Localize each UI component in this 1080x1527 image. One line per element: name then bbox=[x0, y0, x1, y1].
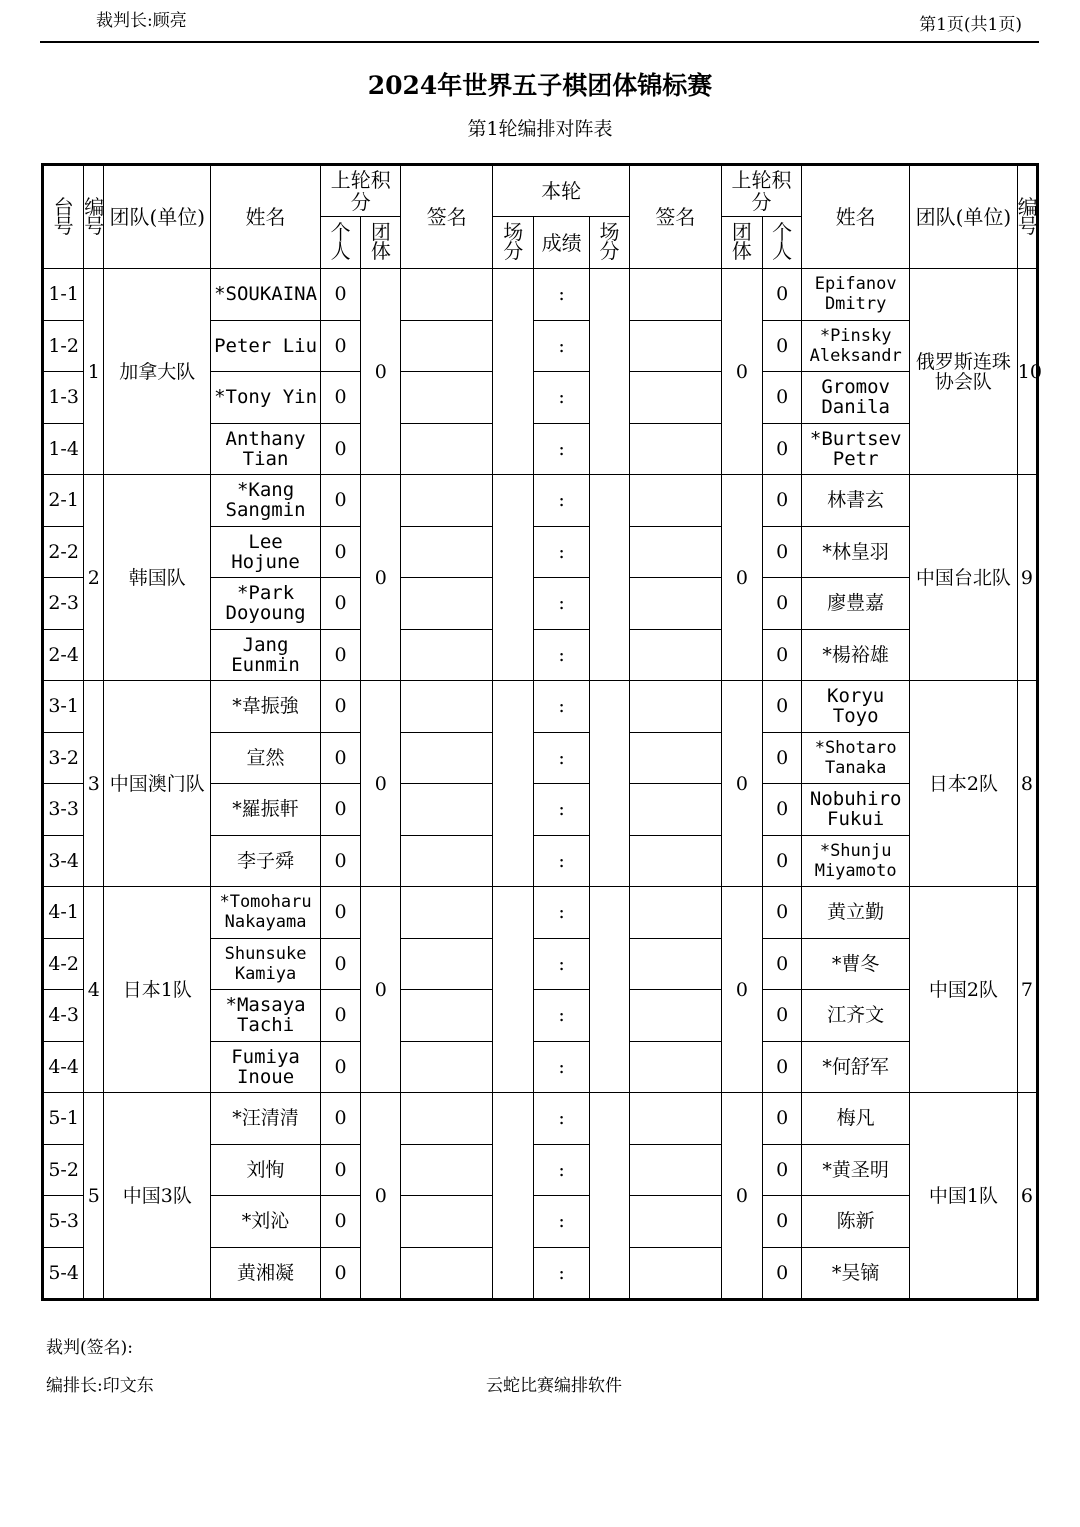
away-signature-field[interactable] bbox=[630, 784, 722, 836]
home-player-name: *韋振強 bbox=[211, 681, 321, 733]
board-number: 5-1 bbox=[43, 1093, 84, 1145]
board-number: 3-1 bbox=[43, 681, 84, 733]
away-match-points[interactable] bbox=[589, 887, 629, 1093]
home-player-name: 宣然 bbox=[211, 732, 321, 784]
home-player-name: Jang Eunmin bbox=[211, 629, 321, 681]
board-number: 3-2 bbox=[43, 732, 84, 784]
home-team-score: 0 bbox=[361, 269, 401, 475]
home-team-name: 韩国队 bbox=[104, 475, 211, 681]
home-individual-score: 0 bbox=[320, 1196, 360, 1248]
result-field[interactable]: : bbox=[534, 990, 589, 1042]
away-individual-score: 0 bbox=[763, 1196, 802, 1248]
board-number: 5-4 bbox=[43, 1247, 84, 1300]
away-signature-field[interactable] bbox=[630, 320, 722, 372]
home-individual-score: 0 bbox=[320, 475, 360, 527]
board-number: 2-4 bbox=[43, 629, 84, 681]
board-number: 4-1 bbox=[43, 887, 84, 939]
chief-referee: 裁判长:顾亮 bbox=[96, 11, 187, 31]
home-signature-field[interactable] bbox=[401, 1041, 493, 1093]
result-field[interactable]: : bbox=[534, 578, 589, 630]
away-player-name: *Shotaro Tanaka bbox=[802, 732, 910, 784]
away-signature-field[interactable] bbox=[630, 475, 722, 527]
col-sign-home: 签名 bbox=[401, 165, 493, 269]
home-signature-field[interactable] bbox=[401, 1144, 493, 1196]
away-signature-field[interactable] bbox=[630, 732, 722, 784]
away-player-name: 陈新 bbox=[802, 1196, 910, 1248]
home-player-name: *汪清清 bbox=[211, 1093, 321, 1145]
away-individual-score: 0 bbox=[763, 320, 802, 372]
referee-signature-label: 裁判(签名): bbox=[46, 1338, 133, 1358]
home-match-points[interactable] bbox=[493, 1093, 534, 1300]
board-number: 3-3 bbox=[43, 784, 84, 836]
away-team-name: 日本2队 bbox=[910, 681, 1018, 887]
table-row bbox=[43, 681, 1038, 733]
result-field[interactable]: : bbox=[534, 475, 589, 527]
home-individual-score: 0 bbox=[320, 1041, 360, 1093]
software-label: 云蛇比赛编排软件 bbox=[486, 1376, 622, 1396]
home-individual-score: 0 bbox=[320, 269, 360, 321]
away-signature-field[interactable] bbox=[630, 269, 722, 321]
col-team-score-away: 团体 bbox=[721, 217, 762, 269]
away-team-id: 8 bbox=[1017, 681, 1037, 887]
result-field[interactable]: : bbox=[534, 784, 589, 836]
home-team-name: 中国澳门队 bbox=[104, 681, 211, 887]
pairing-table bbox=[41, 163, 1042, 1301]
away-player-name: 林書玄 bbox=[802, 475, 910, 527]
home-team-name: 中国3队 bbox=[104, 1093, 211, 1300]
away-player-name: *Burtsev Petr bbox=[802, 423, 910, 475]
home-match-points[interactable] bbox=[493, 887, 534, 1093]
board-number: 2-1 bbox=[43, 475, 84, 527]
away-individual-score: 0 bbox=[763, 372, 802, 424]
board-number: 4-4 bbox=[43, 1041, 84, 1093]
home-match-points[interactable] bbox=[493, 269, 534, 475]
board-number: 2-2 bbox=[43, 526, 84, 578]
col-result: 成绩 bbox=[534, 217, 589, 269]
home-individual-score: 0 bbox=[320, 526, 360, 578]
away-team-name: 中国1队 bbox=[910, 1093, 1018, 1300]
col-match-points-home: 场分 bbox=[493, 217, 534, 269]
away-individual-score: 0 bbox=[763, 938, 802, 990]
away-individual-score: 0 bbox=[763, 681, 802, 733]
board-number: 3-4 bbox=[43, 835, 84, 887]
home-team-id: 2 bbox=[84, 475, 104, 681]
away-player-name: Nobuhiro Fukui bbox=[802, 784, 910, 836]
col-last-score-away: 上轮积分 bbox=[721, 165, 802, 217]
away-player-name: *楊裕雄 bbox=[802, 629, 910, 681]
col-individual-home: 个人 bbox=[320, 217, 360, 269]
home-player-name: *Kang Sangmin bbox=[211, 475, 321, 527]
result-field[interactable]: : bbox=[534, 629, 589, 681]
away-signature-field[interactable] bbox=[630, 1196, 722, 1248]
board-number: 4-2 bbox=[43, 938, 84, 990]
home-team-id: 3 bbox=[84, 681, 104, 887]
away-team-score: 0 bbox=[721, 681, 762, 887]
home-individual-score: 0 bbox=[320, 372, 360, 424]
home-signature-field[interactable] bbox=[401, 990, 493, 1042]
away-signature-field[interactable] bbox=[630, 1247, 722, 1300]
scheduler-label: 编排长:印文东 bbox=[46, 1376, 154, 1396]
result-field[interactable]: : bbox=[534, 1247, 589, 1300]
home-player-name: *Tomoharu Nakayama bbox=[211, 887, 321, 939]
col-team-home: 团队(单位) bbox=[104, 165, 211, 269]
col-name-home: 姓名 bbox=[211, 165, 321, 269]
away-team-score: 0 bbox=[721, 1093, 762, 1300]
board-number: 4-3 bbox=[43, 990, 84, 1042]
away-player-name: *吴镝 bbox=[802, 1247, 910, 1300]
away-individual-score: 0 bbox=[763, 1144, 802, 1196]
away-match-points[interactable] bbox=[589, 269, 629, 475]
home-player-name: *刘沁 bbox=[211, 1196, 321, 1248]
home-player-name: *羅振軒 bbox=[211, 784, 321, 836]
board-number: 5-3 bbox=[43, 1196, 84, 1248]
board-number: 1-2 bbox=[43, 320, 84, 372]
home-signature-field[interactable] bbox=[401, 475, 493, 527]
away-individual-score: 0 bbox=[763, 887, 802, 939]
away-signature-field[interactable] bbox=[630, 372, 722, 424]
away-player-name: 梅凡 bbox=[802, 1093, 910, 1145]
away-signature-field[interactable] bbox=[630, 1041, 722, 1093]
home-signature-field[interactable] bbox=[401, 732, 493, 784]
home-signature-field[interactable] bbox=[401, 784, 493, 836]
away-signature-field[interactable] bbox=[630, 990, 722, 1042]
away-signature-field[interactable] bbox=[630, 681, 722, 733]
home-signature-field[interactable] bbox=[401, 835, 493, 887]
home-individual-score: 0 bbox=[320, 629, 360, 681]
away-team-id: 9 bbox=[1017, 475, 1037, 681]
home-signature-field[interactable] bbox=[401, 887, 493, 939]
away-player-name: 廖豊嘉 bbox=[802, 578, 910, 630]
away-individual-score: 0 bbox=[763, 578, 802, 630]
away-individual-score: 0 bbox=[763, 732, 802, 784]
home-signature-field[interactable] bbox=[401, 681, 493, 733]
table-row bbox=[43, 1093, 1038, 1145]
result-field[interactable]: : bbox=[534, 732, 589, 784]
col-board: 台号 bbox=[43, 165, 84, 269]
away-individual-score: 0 bbox=[763, 990, 802, 1042]
home-player-name: Shunsuke Kamiya bbox=[211, 938, 321, 990]
away-individual-score: 0 bbox=[763, 526, 802, 578]
home-player-name: Lee Hojune bbox=[211, 526, 321, 578]
home-player-name: 李子舜 bbox=[211, 835, 321, 887]
home-individual-score: 0 bbox=[320, 990, 360, 1042]
home-player-name: *Masaya Tachi bbox=[211, 990, 321, 1042]
away-player-name: *Pinsky Aleksandr bbox=[802, 320, 910, 372]
home-individual-score: 0 bbox=[320, 784, 360, 836]
home-match-points[interactable] bbox=[493, 475, 534, 681]
away-player-name: *林皇羽 bbox=[802, 526, 910, 578]
col-this-round: 本轮 bbox=[493, 165, 630, 217]
away-individual-score: 0 bbox=[763, 269, 802, 321]
away-individual-score: 0 bbox=[763, 1093, 802, 1145]
home-signature-field[interactable] bbox=[401, 1247, 493, 1300]
page-subtitle: 第1轮编排对阵表 bbox=[467, 118, 613, 140]
col-sign-away: 签名 bbox=[630, 165, 722, 269]
away-player-name: *曹冬 bbox=[802, 938, 910, 990]
away-signature-field[interactable] bbox=[630, 1093, 722, 1145]
home-signature-field[interactable] bbox=[401, 578, 493, 630]
home-team-name: 加拿大队 bbox=[104, 269, 211, 475]
home-signature-field[interactable] bbox=[401, 629, 493, 681]
away-player-name: Epifanov Dmitry bbox=[802, 269, 910, 321]
away-signature-field[interactable] bbox=[630, 578, 722, 630]
away-team-score: 0 bbox=[721, 269, 762, 475]
home-player-name: *SOUKAINA bbox=[211, 269, 321, 321]
home-player-name: 刘恂 bbox=[211, 1144, 321, 1196]
home-individual-score: 0 bbox=[320, 732, 360, 784]
away-signature-field[interactable] bbox=[630, 938, 722, 990]
home-individual-score: 0 bbox=[320, 1144, 360, 1196]
home-player-name: Peter Liu bbox=[211, 320, 321, 372]
away-player-name: 黄立勤 bbox=[802, 887, 910, 939]
home-signature-field[interactable] bbox=[401, 1196, 493, 1248]
col-num-away: 编号 bbox=[1017, 165, 1037, 269]
home-player-name: Fumiya Inoue bbox=[211, 1041, 321, 1093]
board-number: 1-3 bbox=[43, 372, 84, 424]
away-player-name: *何舒军 bbox=[802, 1041, 910, 1093]
result-field[interactable]: : bbox=[534, 887, 589, 939]
away-signature-field[interactable] bbox=[630, 629, 722, 681]
away-individual-score: 0 bbox=[763, 835, 802, 887]
col-team-away: 团队(单位) bbox=[910, 165, 1018, 269]
home-signature-field[interactable] bbox=[401, 526, 493, 578]
home-team-id: 5 bbox=[84, 1093, 104, 1300]
header-divider bbox=[40, 41, 1039, 43]
result-field[interactable]: : bbox=[534, 423, 589, 475]
away-individual-score: 0 bbox=[763, 629, 802, 681]
page-title: 2024年世界五子棋团体锦标赛 bbox=[367, 71, 713, 100]
away-team-id: 10 bbox=[1017, 269, 1037, 475]
result-field[interactable]: : bbox=[534, 1093, 589, 1145]
result-field[interactable]: : bbox=[534, 1144, 589, 1196]
home-individual-score: 0 bbox=[320, 578, 360, 630]
home-individual-score: 0 bbox=[320, 835, 360, 887]
away-signature-field[interactable] bbox=[630, 526, 722, 578]
away-match-points[interactable] bbox=[589, 475, 629, 681]
away-player-name: 江齐文 bbox=[802, 990, 910, 1042]
board-number: 1-4 bbox=[43, 423, 84, 475]
result-field[interactable]: : bbox=[534, 1196, 589, 1248]
board-number: 1-1 bbox=[43, 269, 84, 321]
home-individual-score: 0 bbox=[320, 320, 360, 372]
table-row bbox=[43, 269, 1038, 321]
result-field[interactable]: : bbox=[534, 938, 589, 990]
away-signature-field[interactable] bbox=[630, 887, 722, 939]
away-team-name: 中国2队 bbox=[910, 887, 1018, 1093]
home-individual-score: 0 bbox=[320, 938, 360, 990]
away-team-name: 中国台北队 bbox=[910, 475, 1018, 681]
away-player-name: *Shunju Miyamoto bbox=[802, 835, 910, 887]
result-field[interactable]: : bbox=[534, 372, 589, 424]
away-team-id: 7 bbox=[1017, 887, 1037, 1093]
away-player-name: Gromov Danila bbox=[802, 372, 910, 424]
away-player-name: *黄圣明 bbox=[802, 1144, 910, 1196]
board-number: 5-2 bbox=[43, 1144, 84, 1196]
away-player-name: Koryu Toyo bbox=[802, 681, 910, 733]
col-name-away: 姓名 bbox=[802, 165, 910, 269]
home-individual-score: 0 bbox=[320, 681, 360, 733]
home-team-score: 0 bbox=[361, 681, 401, 887]
home-individual-score: 0 bbox=[320, 887, 360, 939]
result-field[interactable]: : bbox=[534, 320, 589, 372]
home-signature-field[interactable] bbox=[401, 269, 493, 321]
col-last-score-home: 上轮积分 bbox=[320, 165, 401, 217]
away-match-points[interactable] bbox=[589, 1093, 629, 1300]
col-num-home: 编号 bbox=[84, 165, 104, 269]
home-signature-field[interactable] bbox=[401, 1093, 493, 1145]
away-signature-field[interactable] bbox=[630, 835, 722, 887]
away-team-id: 6 bbox=[1017, 1093, 1037, 1300]
result-field[interactable]: : bbox=[534, 681, 589, 733]
home-team-score: 0 bbox=[361, 887, 401, 1093]
home-individual-score: 0 bbox=[320, 1247, 360, 1300]
table-row bbox=[43, 887, 1038, 939]
home-team-score: 0 bbox=[361, 1093, 401, 1300]
away-signature-field[interactable] bbox=[630, 423, 722, 475]
home-signature-field[interactable] bbox=[401, 320, 493, 372]
home-signature-field[interactable] bbox=[401, 423, 493, 475]
home-player-name: *Tony Yin bbox=[211, 372, 321, 424]
home-team-name: 日本1队 bbox=[104, 887, 211, 1093]
home-team-id: 1 bbox=[84, 269, 104, 475]
away-signature-field[interactable] bbox=[630, 1144, 722, 1196]
pairing-body bbox=[43, 269, 1042, 1300]
result-field[interactable]: : bbox=[534, 1041, 589, 1093]
home-player-name: *Park Doyoung bbox=[211, 578, 321, 630]
col-match-points-away: 场分 bbox=[589, 217, 629, 269]
away-individual-score: 0 bbox=[763, 475, 802, 527]
col-team-score-home: 团体 bbox=[361, 217, 401, 269]
board-number: 2-3 bbox=[43, 578, 84, 630]
away-team-name: 俄罗斯连珠协会队 bbox=[910, 269, 1018, 475]
result-field[interactable]: : bbox=[534, 269, 589, 321]
result-field[interactable]: : bbox=[534, 835, 589, 887]
table-row bbox=[43, 475, 1038, 527]
home-individual-score: 0 bbox=[320, 423, 360, 475]
home-signature-field[interactable] bbox=[401, 938, 493, 990]
home-signature-field[interactable] bbox=[401, 372, 493, 424]
page-info: 第1页(共1页) bbox=[919, 15, 1022, 35]
col-individual-away: 个人 bbox=[763, 217, 802, 269]
home-match-points[interactable] bbox=[493, 681, 534, 887]
away-individual-score: 0 bbox=[763, 784, 802, 836]
away-team-score: 0 bbox=[721, 475, 762, 681]
away-team-score: 0 bbox=[721, 887, 762, 1093]
away-individual-score: 0 bbox=[763, 1041, 802, 1093]
home-player-name: 黄湘凝 bbox=[211, 1247, 321, 1300]
result-field[interactable]: : bbox=[534, 526, 589, 578]
home-team-score: 0 bbox=[361, 475, 401, 681]
away-individual-score: 0 bbox=[763, 423, 802, 475]
home-team-id: 4 bbox=[84, 887, 104, 1093]
home-individual-score: 0 bbox=[320, 1093, 360, 1145]
home-player-name: Anthany Tian bbox=[211, 423, 321, 475]
away-individual-score: 0 bbox=[763, 1247, 802, 1300]
away-match-points[interactable] bbox=[589, 681, 629, 887]
